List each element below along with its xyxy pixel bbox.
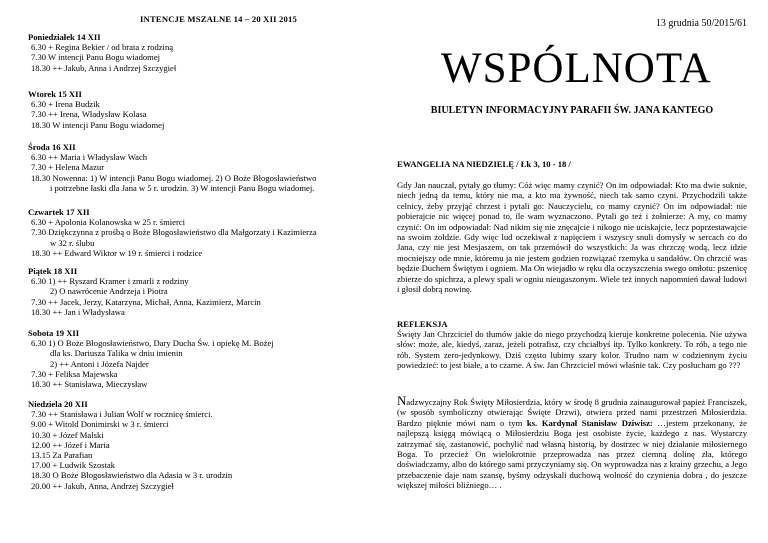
mass-entry: 6.30 + Irena Budzik	[31, 99, 100, 110]
mass-entry: 13.15 Za Parafian	[31, 450, 93, 461]
day-tuesday	[28, 89, 388, 130]
mass-entry: 7.30 ++ Irena, Władysław Kolasa	[31, 109, 147, 120]
day-heading: Sobota 19 XII	[28, 328, 80, 338]
masthead-title: WSPÓLNOTA	[441, 45, 712, 92]
day-wednesday	[28, 142, 388, 193]
mass-entry: 10.30 + Józef Malski	[31, 429, 104, 440]
day-friday	[28, 266, 388, 317]
mass-entry: 6.30 1) O Boże Błogosławieństwo, Dary Ducha Św. i opiekę M. Bożej	[31, 338, 274, 349]
reflection-heading: REFLEKSJA	[397, 319, 448, 329]
day-monday	[28, 32, 388, 73]
mass-entry: 6.30 + Apolonia Kolanowska w 25 r. śmierci	[31, 217, 186, 228]
notice-text-quote: …jestem przekonany, że najlepszą księgą mówiącą o Miłosierdziu Boga jest osobiste życie, każdego z nas. Wystarczy zatrzymać się, zastanowić, pochylić nad własną historią, by dostrzec w niej działanie miłosiernego Boga. To przecież On wielokrotnie przeprowadza nas przez ciemną dolinę zła, którego doświadczamy, albo do którego sami przyczyniamy się. On wyprowadza nas z krainy grzechu, a Jego przebaczenie daje nam szansę, byśmy odzyskali duchową wolność do czynienia dobra , do jeszcze większej miłości bliźniego… .	[397, 417, 747, 491]
mass-entry-continued: w 32 r. ślubu	[50, 237, 95, 248]
day-heading: Niedziela 20 XII	[28, 399, 88, 409]
mass-entry: 17.00 + Ludwik Szostak	[31, 460, 116, 471]
mass-entry-continued: 2) O nawrócenie Andrzeja i Piotra	[50, 286, 168, 297]
day-heading: Wtorek 15 XII	[28, 89, 82, 99]
day-sunday	[28, 399, 388, 491]
mass-entry: 9.00 + Witold Donimirski w 3 r. śmierci	[31, 419, 169, 430]
mercy-year-notice	[397, 393, 747, 491]
mass-entry: 7.30 ++ Stanisława i Julian Wolf w rocznicę śmierci.	[31, 409, 213, 420]
mass-entry: 6.30 1) ++ Ryszard Kramer i zmarli z rodziny	[31, 276, 189, 287]
mass-entry: 7.30 Dziękczynna z prośbą o Boże Błogosławieństwo dla Małgorzaty i Kazimierza	[31, 227, 317, 238]
day-heading: Poniedziałek 14 XII	[28, 32, 101, 42]
bulletin-subtitle: BIULETYN INFORMACYJNY PARAFII ŚW. JANA KANTEGO	[430, 105, 714, 116]
mass-entry: 18.30 W intencji Panu Bogu wiadomej	[31, 119, 165, 130]
day-heading: Środa 16 XII	[28, 142, 76, 152]
mass-entry: 18.30 ++ Stanisława, Mieczysław	[31, 379, 148, 390]
mass-entry: 7.30 + Helena Mazur	[31, 162, 105, 173]
mass-entry: 6.30 + Regina Bekier / od brata z rodziną	[31, 42, 174, 53]
day-heading: Piątek 18 XII	[28, 266, 78, 276]
mass-entry: 12.00 ++ Józef i Maria	[31, 439, 110, 450]
mass-entry: 18.30 Nowenna: 1) W intencji Panu Bogu wiadomej. 2) O Boże Błogosławieństwo	[31, 172, 317, 183]
drop-cap: N	[397, 393, 407, 408]
intentions-title: INTENCJE MSZALNE 14 – 20 XII 2015	[140, 14, 298, 24]
day-saturday	[28, 328, 388, 389]
mass-entry: 7.30 + Feliksa Majewska	[31, 368, 118, 379]
mass-entry: 7.30 ++ Jacek, Jerzy, Katarzyna, Michał, Anna, Kazimierz, Marcin	[31, 296, 261, 307]
day-thursday	[28, 207, 388, 258]
mass-entry: 18.30 ++ Jakub, Anna i Andrzej Szczygieł	[31, 62, 177, 73]
mass-entry: 18.30 ++ Jan i Władysława	[31, 306, 125, 317]
day-heading: Czwartek 17 XII	[28, 207, 90, 217]
mass-entry: 18.30 O Boże Błogosławieństwo dla Adasia w 3 r. urodzin	[31, 470, 233, 481]
mass-entry-continued: 2) ++ Antoni i Józefa Najder	[50, 358, 149, 369]
notice-cardinal-name: ks. Kardynał Stanisław Dziwisz:	[526, 417, 653, 428]
notice-text-intro: adzwyczajny Rok Święty Miłosierdzia, który w środę 8 grudnia zainaugurował papież Franciszek, (w sposób symboliczny otwierając Święte Drzwi), otwiera przed nami przestrzeń Miłosierdzia. Bardzo pięknie mówi nam o tym	[397, 397, 747, 428]
mass-entry-continued: i potrzebne łaski dla Jana w 5 r. urodzin. 3) W intencji Panu Bogu wiadomej.	[50, 182, 315, 193]
gospel-heading: EWANGELIA NA NIEDZIELĘ / Łk 3, 10 - 18 /	[397, 159, 571, 169]
reflection-text: Święty Jan Chrzciciel do tłumów jakie do niego przychodzą kieruje konkretne polecenia. Nie używa słów: może, ale, kiedyś, zaraz, jeżeli potrafisz, czy chciałbyś itp. Tylko konkrety. To rób, a tego nie rób. System zero-jedynkowy. Dziś często lubimy szary kolor. Trudno nam w codziennym życiu powiedzieć: to jest białe, a to czarne. A św. Jan Chrzciciel mówi właśnie tak. Czy posłucham go ???	[397, 329, 747, 371]
mass-entry: 6.30 ++ Maria i Władysław Wach	[31, 152, 148, 163]
mass-entry: 20.00 ++ Jakub, Anna, Andrzej Szczygieł	[31, 480, 174, 491]
gospel-text: Gdy Jan nauczał, pytały go tłumy: Cóż więc mamy czynić? On im odpowiadał: Kto ma dwie suknie, niech jedną da temu, który nie ma, a kto ma żywność, niech tak samo czyni. Przychodzili także celnicy, żeby przyjąć chrzest i pytali go: Nauczycielu, co mamy czynić? On im odpowiadał: nie pobierajcie nic więcej ponad to, ile wam wyznaczono. Pytali go też i żołnierze: A my, co mamy czynić: On im odpowiadał: Nad nikim się nie znęcajcie i nikogo nie uciskajcie, lecz poprzestawajcie na swoim żołdzie. Gdy więc lud oczekiwał z napięciem i wszyscy snuli domysły w sercach co do Jana, czy nie jest Mesjaszem, on tak przemówił do wszystkich: Ja was chrzczę wodą, lecz idzie mocniejszy ode mnie, któremu ja nie jestem godzien rozwiązać rzemyka u sandałów. On chrzcić was będzie Duchem Świętym i ogniem. Ma On wiejadło w ręku dla oczyszczenia swego omłotu: pszenicę zbierze do spichrza, a plewy spali w ogniu nieugaszonym. Wiele też innych napomnień dawał ludowi i głosił dobrą nowinę.	[397, 180, 747, 295]
mass-entry: 7.30 W intencji Panu Bogu wiadomej	[31, 52, 161, 63]
mass-entry: 18.30 ++ Edward Wiktor w 19 r. śmierci i rodzice	[31, 247, 203, 258]
mass-entry-continued: dla ks. Dariusza Talika w dniu imienin	[50, 348, 183, 359]
issue-number: 13 grudnia 50/2015/61	[655, 18, 747, 29]
